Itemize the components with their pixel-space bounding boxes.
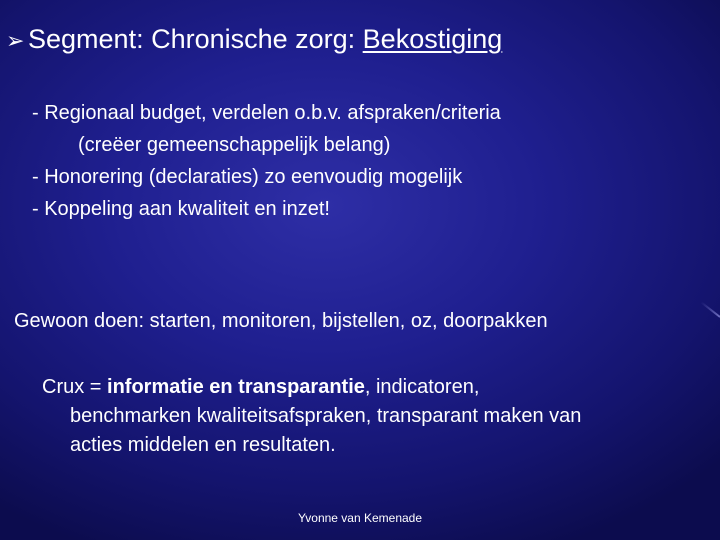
decorative-line xyxy=(700,301,720,317)
title-underlined-text: Bekostiging xyxy=(362,24,503,54)
footer-author: Yvonne van Kemenade xyxy=(297,511,423,525)
bullet-item: - Regionaal budget, verdelen o.b.v. afspraken/criteria xyxy=(32,102,501,124)
crux-line-1 xyxy=(42,373,702,402)
arrow-bullet-icon: ➢ xyxy=(6,28,25,53)
crux-paragraph xyxy=(42,373,702,460)
bullet-item: - Koppeling aan kwaliteit en inzet! xyxy=(32,198,330,220)
crux-bold-text: informatie en transparantie xyxy=(107,376,365,398)
crux-prefix: Crux = xyxy=(42,376,108,398)
bullet-item: - Honorering (declaraties) zo eenvoudig mogelijk xyxy=(32,166,463,188)
bullet-list xyxy=(32,97,501,225)
crux-line-2: benchmarken kwaliteitsafspraken, transparant maken van xyxy=(70,405,582,427)
bullet-item-continuation: (creëer gemeenschappelijk belang) xyxy=(78,134,391,156)
title-text: Segment: Chronische zorg: xyxy=(28,24,363,54)
crux-rest: , indicatoren, xyxy=(364,376,480,398)
gewoon-doen-text: Gewoon doen: starten, monitoren, bijstellen, oz, doorpakken xyxy=(14,310,548,332)
crux-line-3: acties middelen en resultaten. xyxy=(70,434,336,456)
slide-title xyxy=(6,22,502,58)
